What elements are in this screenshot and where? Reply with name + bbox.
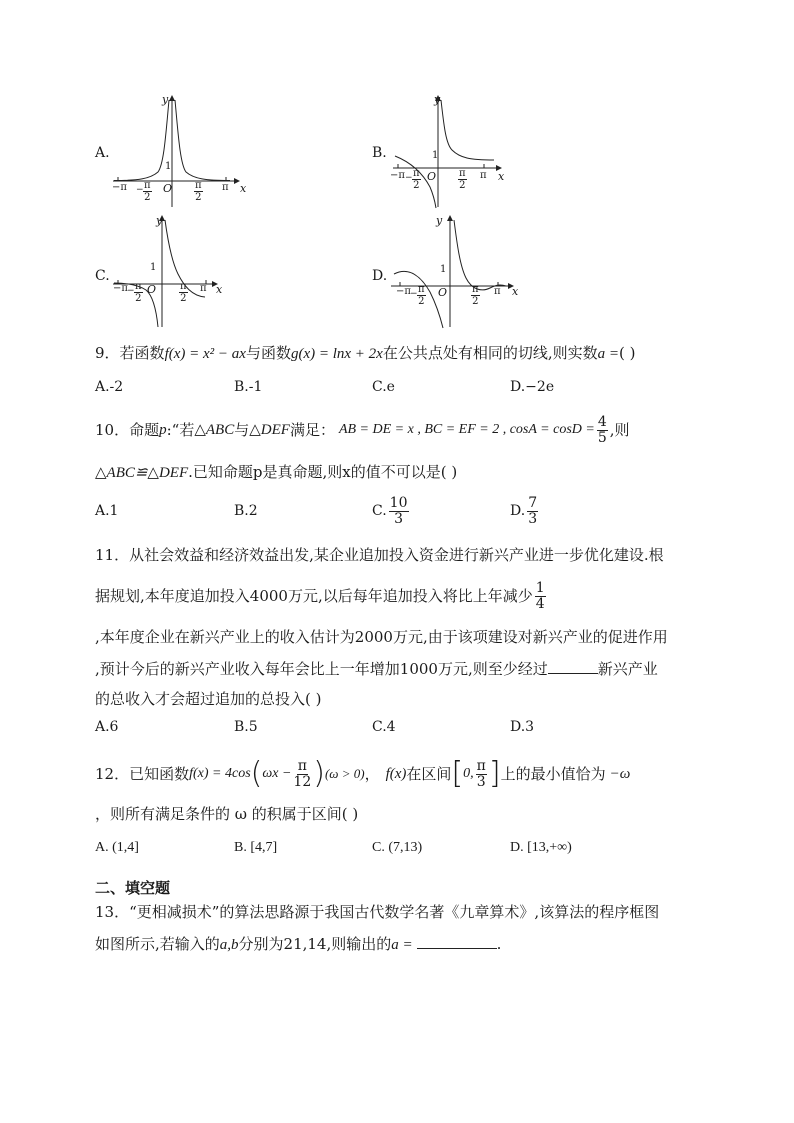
graph-b-half-pi: $\frac{\pi}{2}$ <box>459 168 466 191</box>
q11-option-b[interactable]: B.5 <box>234 719 258 735</box>
graph-a-origin: O <box>163 182 173 195</box>
graph-a-half-pi: $\frac{\pi}{2}$ <box>195 180 202 203</box>
graph-c-one: 1 <box>150 262 157 273</box>
graph-b-neg-half-pi: − $\frac{\pi}{2}$ <box>405 168 420 191</box>
question-12-line1: 12． 已知函数 f(x) = 4cos ( ωx − $\frac{\pi}{12}$ ) (ω > 0) ， f(x) 在区间 [ 0, $\frac{\pi}{3}$ ] 上的最小值恰为 −ω <box>95 756 631 791</box>
graph-d-label: D. <box>372 268 388 284</box>
graph-d-x: x <box>512 285 519 298</box>
bracket-right: ] <box>488 756 501 791</box>
graph-c-origin: O <box>147 283 157 296</box>
graph-c-pi: π <box>200 283 207 294</box>
graph-d-origin: O <box>438 286 448 299</box>
question-11-line3: ,本年度企业在新兴产业上的收入估计为2000万元,由于该项建设对新兴产业的促进作用 <box>95 628 668 646</box>
question-11-line4: ,预计今后的新兴产业收入每年会比上一年增加1000万元,则至少经过 新兴产业 <box>95 660 658 678</box>
graph-d-pi: π <box>494 286 501 297</box>
graph-a-y: y <box>162 93 169 106</box>
graph-b-y: y <box>434 93 441 106</box>
q9-option-a[interactable]: A.-2 <box>95 379 124 395</box>
graph-a-one: 1 <box>165 161 172 172</box>
question-11-line5: 的总收入才会超过追加的总投入( ) <box>95 690 322 708</box>
graph-c-negpi: −π <box>113 283 128 294</box>
question-11-line2: 据规划,本年度追加投入4000万元,以后每年追加投入将比上年减少 $\frac{1}{4}$ <box>95 579 545 612</box>
question-13-line2: 如图所示,若输入的a,b分别为21,14,则输出的a = . <box>95 935 502 953</box>
graph-a-neg-half-pi: − $\frac{\pi}{2}$ <box>136 180 151 203</box>
graph-d-y: y <box>436 214 443 227</box>
graph-d-neg-half-pi: − $\frac{\pi}{2}$ <box>410 284 425 307</box>
q10-option-a[interactable]: A.1 <box>95 503 119 519</box>
graph-a-label: A. <box>95 145 110 161</box>
graph-b-origin: O <box>427 170 437 183</box>
graph-a-negpi: −π <box>112 182 127 193</box>
graph-c-label: C. <box>95 268 110 284</box>
q12-option-c[interactable]: C. (7,13) <box>372 840 423 855</box>
graph-c-x: x <box>216 283 223 296</box>
graph-d-half-pi: $\frac{\pi}{2}$ <box>472 284 479 307</box>
bracket-left: [ <box>451 756 464 791</box>
question-10-line2: △ABC≌△DEF.已知命题p是真命题,则x的值不可以是( ) <box>95 463 458 481</box>
q11-answer-blank[interactable] <box>548 673 598 674</box>
q11-option-c[interactable]: C.4 <box>372 719 396 735</box>
graph-d <box>388 212 520 330</box>
graph-a-x: x <box>240 182 247 195</box>
question-9: 9．若函数f(x) = x² − ax与函数g(x) = lnx + 2x在公共点处有相同的切线,则实数a =( ) <box>95 344 636 362</box>
graph-c-y: y <box>156 214 163 227</box>
graph-c-half-pi: $\frac{\pi}{2}$ <box>180 281 187 304</box>
section-title: 二、填空题 <box>95 879 171 897</box>
graph-c-neg-half-pi: − $\frac{\pi}{2}$ <box>127 281 142 304</box>
graph-b-pi: π <box>480 170 487 181</box>
q10-option-d[interactable]: D. $\frac{7}{3}$ <box>510 494 538 527</box>
graph-d-negpi: −π <box>396 286 411 297</box>
question-13-line1: 13．“更相减损术”的算法思路源于我国古代数学名著《九章算术》,该算法的程序框图 <box>95 903 660 921</box>
graph-a-pi: π <box>222 182 229 193</box>
q12-option-a[interactable]: A. (1,4] <box>95 840 139 855</box>
q9-option-b[interactable]: B.-1 <box>234 379 263 395</box>
q13-answer-blank[interactable] <box>417 948 497 949</box>
q12-option-d[interactable]: D. [13,+∞) <box>510 840 572 855</box>
q11-option-d[interactable]: D.3 <box>510 719 535 735</box>
question-11-line1: 11．从社会效益和经济效益出发,某企业追加投入资金进行新兴产业进一步优化建设.根 <box>95 546 664 564</box>
graph-b-one: 1 <box>432 150 439 161</box>
question-12-line2: ，则所有满足条件的 ω 的积属于区间( ) <box>95 805 359 823</box>
q11-option-a[interactable]: A.6 <box>95 719 119 735</box>
paren-right: ) <box>313 756 325 791</box>
graph-b <box>390 92 510 210</box>
graph-b-x: x <box>498 170 505 183</box>
q12-option-b[interactable]: B. [4,7] <box>234 840 278 855</box>
graph-b-label: B. <box>372 145 387 161</box>
q9-option-c[interactable]: C.e <box>372 379 395 395</box>
paren-left: ( <box>250 756 263 791</box>
q9-option-d[interactable]: D.−2e <box>510 379 555 395</box>
q10-option-b[interactable]: B.2 <box>234 503 258 519</box>
graph-d-one: 1 <box>440 264 447 275</box>
question-10-line1: 10． 命题 p :“若 △ABC 与 △DEF 满足： AB = DE = x , BC = EF = 2 , cosA = cosD = $\frac{4}{5}$ ,则 <box>95 413 630 446</box>
q10-option-c[interactable]: C. $\frac{10}{3}$ <box>372 494 408 527</box>
graph-b-negpi: −π <box>390 170 405 181</box>
graph-c <box>110 212 228 330</box>
